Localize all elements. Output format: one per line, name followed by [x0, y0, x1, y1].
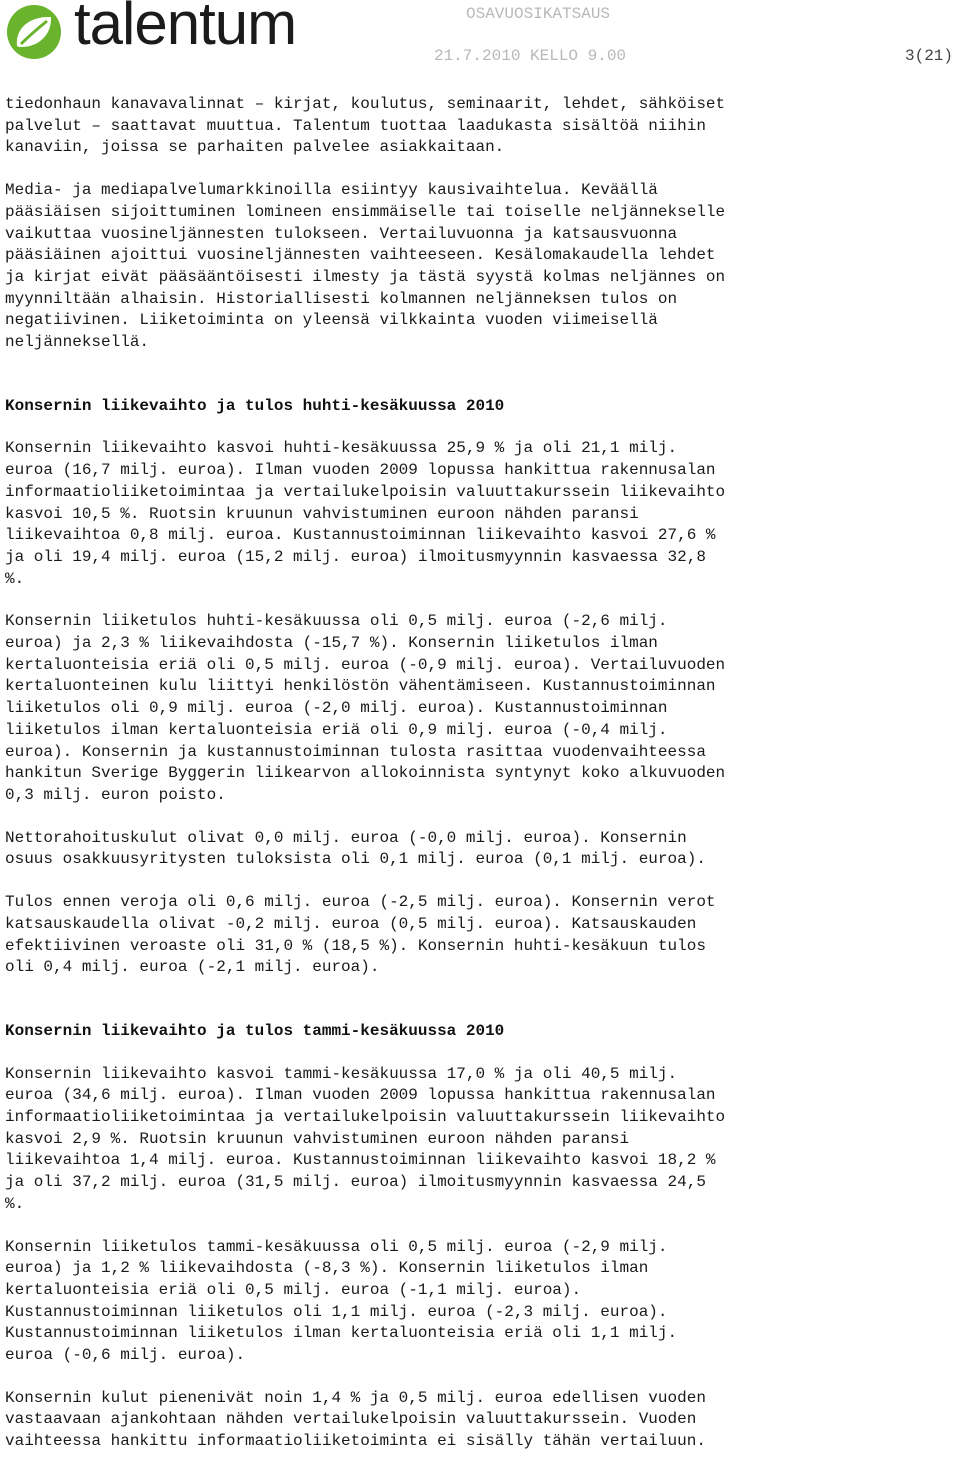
text-line: 0,3 milj. euron poisto.: [5, 785, 226, 804]
q2-result-before-taxes-paragraph: [5, 892, 955, 979]
text-line: euroa (-0,6 milj. euroa).: [5, 1346, 246, 1365]
text-line: tiedonhaun kanavavalinnat – kirjat, koulutus, seminaarit, lehdet, sähköiset: [5, 95, 726, 113]
text-line: Media- ja mediapalvelumarkkinoilla esiintyy kausivaihtelua. Keväällä: [5, 181, 658, 200]
text-line: Konsernin kulut pienenivät noin 1,4 % ja 0,5 milj. euroa edellisen vuoden: [5, 1388, 706, 1407]
text-line: liikevaihtoa 1,4 milj. euroa. Kustannustoiminnan liikevaihto kasvoi 18,2 %: [5, 1151, 716, 1170]
q2-financial-costs-paragraph: [5, 828, 955, 871]
text-line: Konsernin liikevaihto kasvoi huhti-kesäkuussa 25,9 % ja oli 21,1 milj.: [5, 439, 678, 458]
text-line: euroa) ja 1,2 % liikevaihdosta (-8,3 %). Konsernin liiketulos ilman: [5, 1259, 649, 1278]
text-line: vaikuttaa vuosineljännesten tulokseen. Vertailuvuonna ja katsausvuonna: [5, 224, 678, 243]
text-line: neljänneksellä.: [5, 333, 150, 352]
text-line: liiketulos ilman kertaluonteisia eriä oli 0,9 milj. euroa (-0,4 milj.: [5, 720, 668, 739]
logo-wordmark: talentum: [74, 0, 297, 57]
h1-revenue-paragraph: [5, 1064, 955, 1216]
text-line: kanaviin, joissa se parhaiten palvelee asiakkaitaan.: [5, 138, 505, 157]
text-line: kasvoi 2,9 %. Ruotsin kruunun vahvistuminen euroon nähden paransi: [5, 1129, 630, 1148]
text-line: euroa (34,6 milj. euroa). Ilman vuoden 2009 lopussa hankittua rakennusalan: [5, 1086, 716, 1105]
text-line: ja oli 37,2 milj. euroa (31,5 milj. euroa) ilmoitusmyynnin kasvaessa 24,5: [5, 1173, 706, 1192]
text-line: Konsernin liiketulos huhti-kesäkuussa oli 0,5 milj. euroa (-2,6 milj.: [5, 612, 668, 631]
text-line: vaihteessa hankittu informaatioliiketoiminta ei sisälly tähän vertailuun.: [5, 1432, 706, 1451]
h1-costs-paragraph: [5, 1388, 955, 1453]
text-line: vastaavaan ajankohtaan nähden vertailukelpoisin valuuttakurssein. Vuoden: [5, 1410, 697, 1429]
document-type: OSAVUOSIKATSAUS: [466, 5, 611, 23]
text-line: %.: [5, 569, 25, 588]
text-line: negatiivinen. Liiketoiminta on yleensä vilkkainta vuoden viimeisellä: [5, 311, 658, 330]
text-line: pääsiäisen sijoittuminen lomineen ensimmäiselle tai toiselle neljännekselle: [5, 202, 726, 221]
page-number: 3(21): [905, 47, 954, 65]
text-line: kertaluonteisia eriä oli 0,5 milj. euroa (-1,1 milj. euroa).: [5, 1280, 582, 1299]
text-line: efektiivinen veroaste oli 31,0 % (18,5 %). Konsernin huhti-kesäkuun tulos: [5, 936, 706, 955]
text-line: osuus osakkuusyritysten tuloksista oli 0,1 milj. euroa (0,1 milj. euroa).: [5, 850, 706, 869]
text-line: Kustannustoiminnan liiketulos oli 1,1 milj. euroa (-2,3 milj. euroa).: [5, 1302, 668, 1321]
text-line: ja kirjat eivät pääsääntöisesti ilmesty ja tästä syystä kolmas neljännes on: [5, 267, 726, 286]
text-line: Kustannustoiminnan liiketulos ilman kertaluonteisia eriä oli 1,1 milj.: [5, 1324, 678, 1343]
text-line: Konsernin liiketulos tammi-kesäkuussa oli 0,5 milj. euroa (-2,9 milj.: [5, 1237, 668, 1256]
text-line: kasvoi 10,5 %. Ruotsin kruunun vahvistuminen euroon nähden paransi: [5, 504, 639, 523]
q2-operating-result-paragraph: [5, 611, 955, 806]
text-line: myynniltään alhaisin. Historiallisesti kolmannen neljänneksen tulos on: [5, 289, 678, 308]
seasonality-paragraph: [5, 180, 955, 354]
text-line: %.: [5, 1194, 25, 1213]
document-date: 21.7.2010 KELLO 9.00: [434, 47, 627, 65]
text-line: kertaluonteisia eriä oli 0,5 milj. euroa (-0,9 milj. euroa). Vertailuvuoden: [5, 655, 726, 674]
text-line: kertaluonteinen kulu liittyi henkilöstön vähentämiseen. Kustannustoiminnan: [5, 677, 716, 696]
text-line: katsauskaudella olivat -0,2 milj. euroa (0,5 milj. euroa). Katsauskauden: [5, 914, 697, 933]
document-body: [5, 94, 955, 1453]
text-line: Tulos ennen veroja oli 0,6 milj. euroa (-2,5 milj. euroa). Konsernin verot: [5, 893, 716, 912]
intro-paragraph: [5, 94, 955, 159]
section-heading-q2: Konsernin liikevaihto ja tulos huhti-kesäkuussa 2010: [5, 396, 505, 415]
talentum-logo: [4, 2, 354, 60]
text-line: informaatioliiketoimintaa ja vertailukelpoisin valuuttakurssein liikevaihto: [5, 482, 726, 501]
text-line: Nettorahoituskulut olivat 0,0 milj. euroa (-0,0 milj. euroa). Konsernin: [5, 828, 687, 847]
talentum-leaf-icon: [4, 2, 66, 60]
section-heading-h1: Konsernin liikevaihto ja tulos tammi-kesäkuussa 2010: [5, 1021, 505, 1040]
text-line: oli 0,4 milj. euroa (-2,1 milj. euroa).: [5, 958, 380, 977]
text-line: liiketulos oli 0,9 milj. euroa (-2,0 milj. euroa). Kustannustoiminnan: [5, 699, 668, 718]
text-line: informaatioliiketoimintaa ja vertailukelpoisin valuuttakurssein liikevaihto: [5, 1108, 726, 1127]
text-line: hankitun Sverige Byggerin liikearvon allokoinnista syntynyt koko alkuvuoden: [5, 764, 726, 783]
text-line: euroa) ja 2,3 % liikevaihdosta (-15,7 %). Konsernin liiketulos ilman: [5, 634, 658, 653]
text-line: pääsiäinen ajoittui vuosineljännesten vaihteeseen. Kesälomakaudella lehdet: [5, 246, 716, 265]
text-line: palvelut – saattavat muuttua. Talentum tuottaa laadukasta sisältöä niihin: [5, 116, 706, 135]
text-line: ja oli 19,4 milj. euroa (15,2 milj. euroa) ilmoitusmyynnin kasvaessa 32,8: [5, 547, 706, 566]
text-line: euroa (16,7 milj. euroa). Ilman vuoden 2009 lopussa hankittua rakennusalan: [5, 461, 716, 480]
h1-operating-result-paragraph: [5, 1237, 955, 1367]
text-line: euroa). Konsernin ja kustannustoiminnan tulosta rasittaa vuodenvaihteessa: [5, 742, 706, 761]
text-line: Konsernin liikevaihto kasvoi tammi-kesäkuussa 17,0 % ja oli 40,5 milj.: [5, 1064, 678, 1083]
text-line: liikevaihtoa 0,8 milj. euroa. Kustannustoiminnan liikevaihto kasvoi 27,6 %: [5, 526, 716, 545]
q2-revenue-paragraph: [5, 438, 955, 590]
